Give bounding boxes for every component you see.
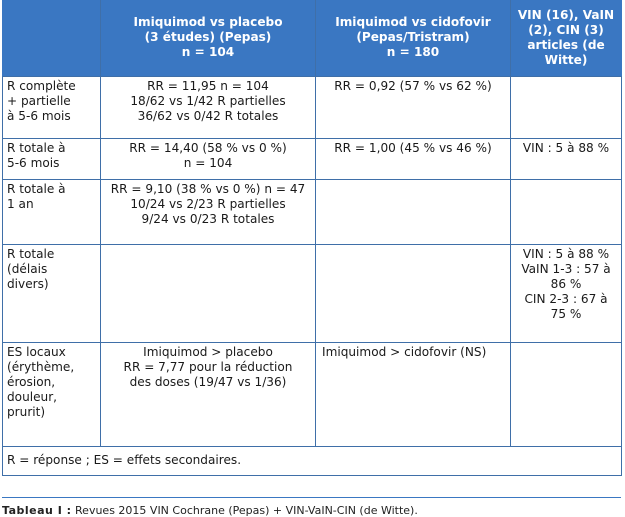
header-line: Witte) xyxy=(544,52,588,67)
table-row xyxy=(3,138,622,179)
caption-text: Revues 2015 VIN Cochrane (Pepas) + VIN-VaIN-CIN (de Witte). xyxy=(75,504,418,517)
header-row xyxy=(3,0,622,76)
header-line: articles (de xyxy=(527,37,605,52)
cell-line: + partielle xyxy=(7,93,71,108)
cell-line: n = 104 xyxy=(183,155,233,170)
header-line: VIN (16), VaIN xyxy=(517,7,615,22)
table-row xyxy=(3,244,622,342)
cell-witte xyxy=(511,76,622,138)
header-line: (Pepas/Tristram) xyxy=(356,30,470,45)
cell-witte xyxy=(511,342,622,446)
cell-line: RR = 9,10 (38 % vs 0 %) n = 47 xyxy=(110,181,306,196)
table-caption xyxy=(2,504,418,517)
cell-placebo xyxy=(101,342,316,446)
cell-line: CIN 2-3 : 67 à xyxy=(524,291,608,306)
header-line: Imiquimod vs cidofovir xyxy=(335,15,491,30)
row-label xyxy=(3,179,101,244)
cell-cidofovir xyxy=(316,342,511,446)
table-row xyxy=(3,342,622,446)
cell-line: à 5-6 mois xyxy=(7,108,71,123)
cell-line: 1 an xyxy=(7,196,34,211)
cell-line: 36/62 vs 0/42 R totales xyxy=(137,108,279,123)
cell-line: 10/24 vs 2/23 R partielles xyxy=(130,196,286,211)
row-label xyxy=(3,76,101,138)
cell-line: 86 % xyxy=(550,276,582,291)
cell-line: (délais xyxy=(7,261,48,276)
cell-cidofovir xyxy=(316,244,511,342)
cell-placebo xyxy=(101,179,316,244)
cell-line: RR = 14,40 (58 % vs 0 %) xyxy=(129,140,287,155)
cell-line: divers) xyxy=(7,276,49,291)
cell-witte xyxy=(511,179,622,244)
cell-line: R complète xyxy=(7,78,76,93)
cell-line: prurit) xyxy=(7,404,46,419)
row-label xyxy=(3,244,101,342)
table-footnote: R = réponse ; ES = effets secondaires. xyxy=(3,446,622,475)
header-cell-empty xyxy=(3,0,101,76)
cell-line: R totale à xyxy=(7,181,66,196)
cell-line: 9/24 vs 0/23 R totales xyxy=(141,211,275,226)
row-label xyxy=(3,138,101,179)
footnote-row xyxy=(3,446,622,475)
cell-line: Imiquimod > placebo xyxy=(143,344,273,359)
header-line: n = 104 xyxy=(181,45,235,60)
cell-line: des doses (19/47 vs 1/36) xyxy=(129,374,287,389)
cell-line: érosion, xyxy=(7,374,56,389)
header-de-witte xyxy=(511,0,622,76)
cell-placebo xyxy=(101,76,316,138)
cell-line: 75 % xyxy=(550,306,582,321)
cell-line: RR = 1,00 (45 % vs 46 %) xyxy=(334,140,492,155)
header-line: n = 180 xyxy=(386,45,440,60)
row-label xyxy=(3,342,101,446)
cell-line: VIN : 5 à 88 % xyxy=(522,246,610,261)
header-imiquimod-vs-cidofovir xyxy=(316,0,511,76)
results-table xyxy=(2,0,622,476)
cell-line: RR = 0,92 (57 % vs 62 %) xyxy=(334,78,492,93)
cell-line: 18/62 vs 1/42 R partielles xyxy=(130,93,286,108)
table-row xyxy=(3,179,622,244)
header-imiquimod-vs-placebo xyxy=(101,0,316,76)
cell-line: VaIN 1-3 : 57 à xyxy=(521,261,611,276)
cell-placebo xyxy=(101,138,316,179)
cell-line: (érythème, xyxy=(7,359,75,374)
table-row xyxy=(3,76,622,138)
cell-placebo xyxy=(101,244,316,342)
header-line: Imiquimod vs placebo xyxy=(133,15,283,30)
cell-line: douleur, xyxy=(7,389,58,404)
cell-line: R totale xyxy=(7,246,55,261)
cell-witte xyxy=(511,138,622,179)
cell-line: VIN : 5 à 88 % xyxy=(522,140,610,155)
bottom-rule xyxy=(2,497,621,498)
header-line: (3 études) (Pepas) xyxy=(144,30,272,45)
cell-line: RR = 7,77 pour la réduction xyxy=(123,359,293,374)
cell-cidofovir xyxy=(316,179,511,244)
header-line: (2), CIN (3) xyxy=(528,22,604,37)
cell-cidofovir xyxy=(316,138,511,179)
cell-line: R totale à xyxy=(7,140,66,155)
caption-label: Tableau I : xyxy=(2,504,72,517)
cell-line: ES locaux xyxy=(7,344,66,359)
cell-witte xyxy=(511,244,622,342)
cell-cidofovir xyxy=(316,76,511,138)
cell-line: RR = 11,95 n = 104 xyxy=(147,78,269,93)
cell-line: 5-6 mois xyxy=(7,155,60,170)
cell-line: Imiquimod > cidofovir (NS) xyxy=(322,344,487,359)
